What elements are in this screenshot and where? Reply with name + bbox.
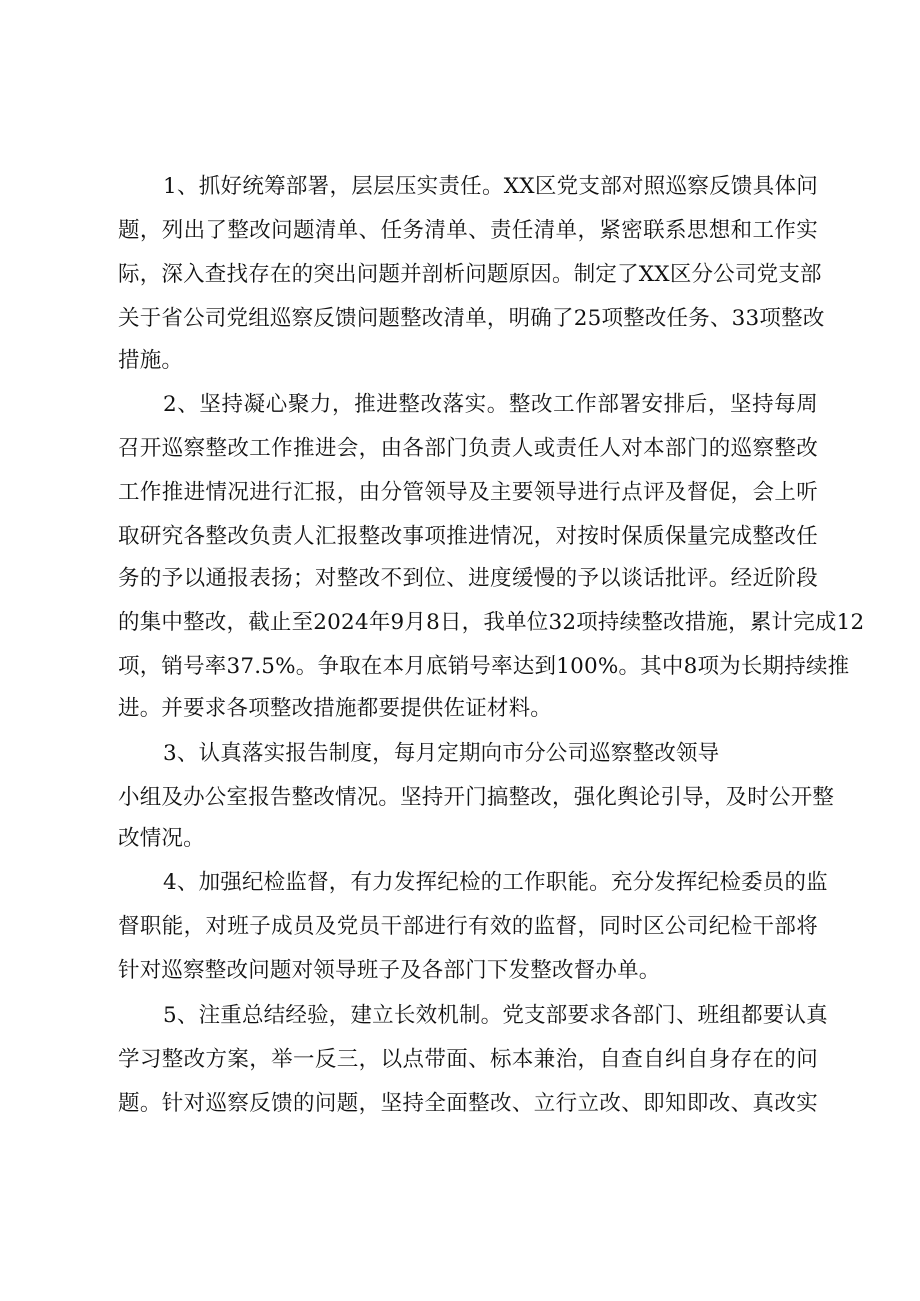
paragraph-2-line-1: 2、坚持凝心聚力，推进整改落实。整改工作部署安排后，坚持每周 bbox=[163, 392, 818, 417]
paragraph-2-line-5: 务的予以通报表扬；对整改不到位、进度缓慢的予以谈话批评。经近阶段 bbox=[118, 566, 818, 591]
paragraph-1-line-4: 关于省公司党组巡察反馈问题整改清单，明确了25项整改任务、33项整改 bbox=[118, 306, 825, 331]
paragraph-3-line-1: 3、认真落实报告制度，每月定期向市分公司巡察整改领导 bbox=[163, 741, 720, 766]
paragraph-1-line-1: 1、抓好统筹部署，层层压实责任。XX区党支部对照巡察反馈具体问 bbox=[163, 174, 818, 199]
paragraph-1-line-3: 际，深入查找存在的突出问题并剖析问题原因。制定了XX区分公司党支部 bbox=[118, 262, 822, 287]
paragraph-5-line-3: 题。针对巡察反馈的问题，坚持全面整改、立行立改、即知即改、真改实 bbox=[118, 1091, 818, 1116]
paragraph-3-line-3: 改情况。 bbox=[118, 826, 205, 851]
paragraph-2-line-8: 进。并要求各项整改措施都要提供佐证材料。 bbox=[118, 696, 553, 721]
paragraph-3-line-2: 小组及办公室报告整改情况。坚持开门搞整改，强化舆论引导，及时公开整 bbox=[118, 785, 835, 810]
paragraph-4-line-1: 4、加强纪检监督，有力发挥纪检的工作职能。充分发挥纪检委员的监 bbox=[163, 870, 828, 895]
paragraph-1-line-5: 措施。 bbox=[118, 348, 184, 373]
paragraph-2-line-7: 项，销号率37.5%。争取在本月底销号率达到100%。其中8项为长期持续推 bbox=[118, 654, 850, 679]
paragraph-5-line-1: 5、注重总结经验，建立长效机制。党支部要求各部门、班组都要认真 bbox=[163, 1003, 828, 1028]
paragraph-1-line-2: 题，列出了整改问题清单、任务清单、责任清单，紧密联系思想和工作实 bbox=[118, 218, 818, 243]
paragraph-2-line-4: 取研究各整改负责人汇报整改事项推进情况，对按时保质保量完成整改任 bbox=[118, 524, 818, 549]
paragraph-2-line-2: 召开巡察整改工作推进会，由各部门负责人或责任人对本部门的巡察整改 bbox=[118, 436, 818, 461]
paragraph-2-line-6: 的集中整改，截止至2024年9月8日，我单位32项持续整改措施，累计完成12 bbox=[118, 610, 865, 635]
paragraph-4-line-3: 针对巡察整改问题对领导班子及各部门下发整改督办单。 bbox=[118, 958, 661, 983]
paragraph-5-line-2: 学习整改方案，举一反三，以点带面、标本兼治，自查自纠自身存在的问 bbox=[118, 1047, 818, 1072]
paragraph-4-line-2: 督职能，对班子成员及党员干部进行有效的监督，同时区公司纪检干部将 bbox=[118, 914, 818, 939]
paragraph-2-line-3: 工作推进情况进行汇报，由分管领导及主要领导进行点评及督促，会上听 bbox=[118, 480, 818, 505]
